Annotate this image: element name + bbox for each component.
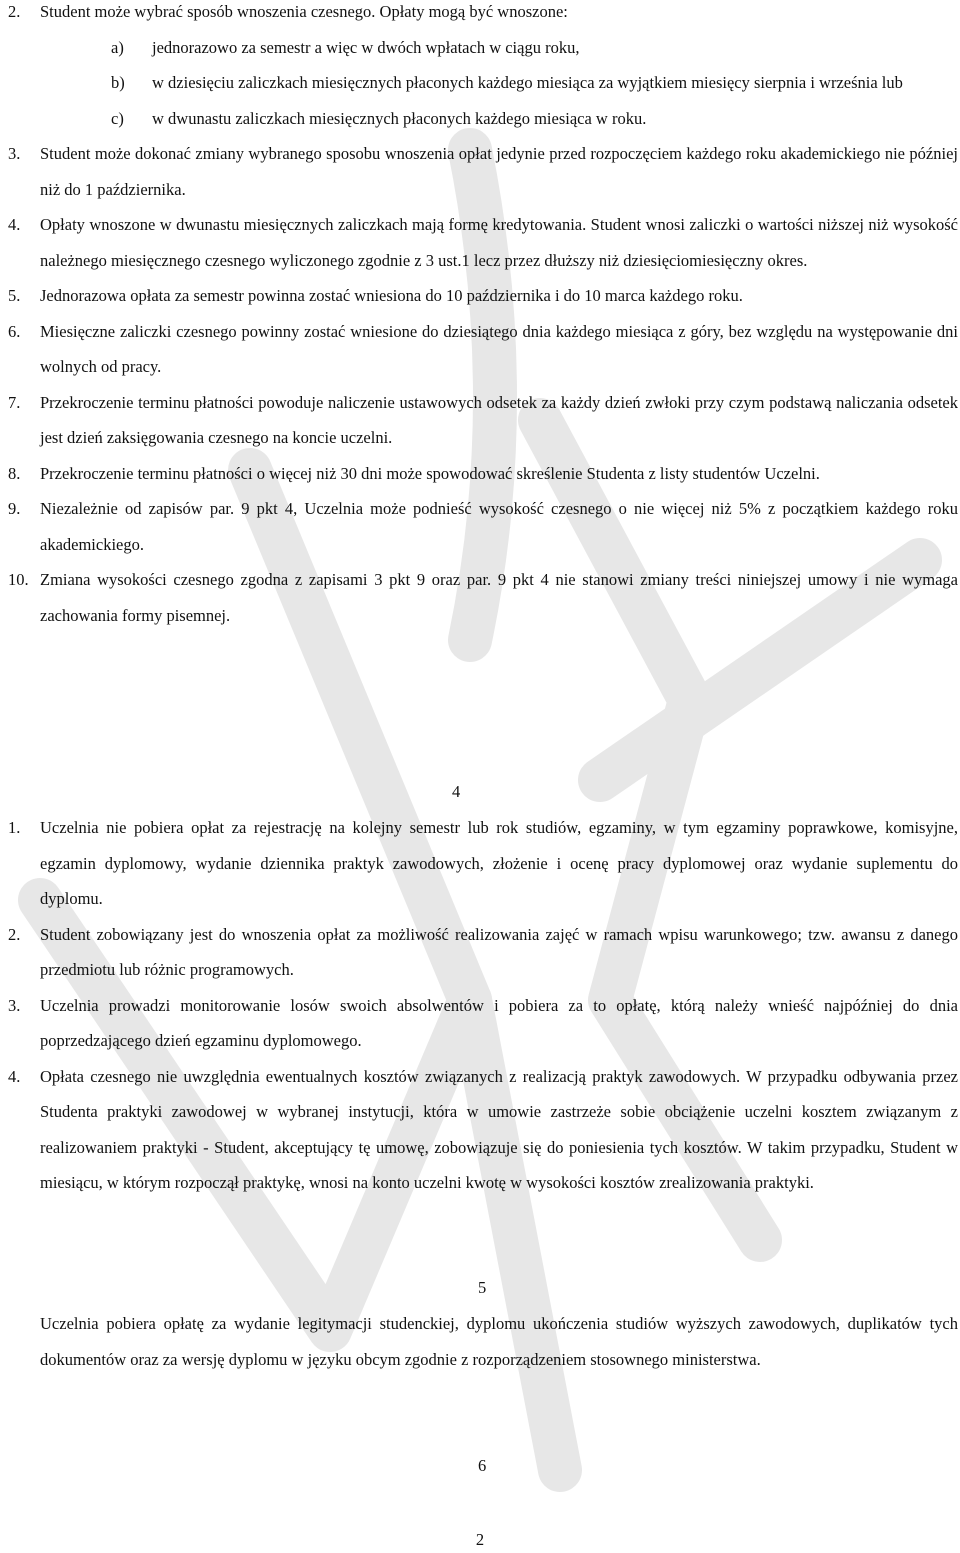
list-item: 1. Uczelnia nie pobiera opłat za rejestrację na kolejny semestr lub rok studiów, egzaminy, w tym egzaminy poprawkowe, komisyjne, egzamin dyplomowy, wydanie dziennika praktyk zawodowych, złożenie i ocenę pracy dyplomowej oraz wydanie suplementu do dyplomu. [8,818,958,908]
list-item: 5. Jednorazowa opłata za semestr powinna zostać wniesiona do 10 października i do 10 marca każdego roku. [8,286,743,305]
section-heading-6: 6 [478,1456,487,1475]
list-item: 9. Niezależnie od zapisów par. 9 pkt 4, Uczelnia może podnieść wysokość czesnego o nie więcej niż 5% z początkiem każdego roku akademickiego. [8,499,958,554]
section-heading-4: 4 [452,782,461,801]
list-item: 2. Student może wybrać sposób wnoszenia czesnego. Opłaty mogą być wnoszone: [8,2,568,21]
list-item: 10. Zmiana wysokości czesnego zgodna z zapisami 3 pkt 9 oraz par. 9 pkt 4 nie stanowi zmiany treści niniejszej umowy i nie wymaga zachowania formy pisemnej. [8,570,958,625]
list-item: 3. Student może dokonać zmiany wybranego sposobu wnoszenia opłat jedynie przed rozpoczęciem każdego roku akademickiego nie później niż do 1 października. [8,144,958,199]
list-part1 [8,0,958,633]
sub-item-c: c) w dwunastu zaliczkach miesięcznych płaconych każdego miesiąca w roku. [111,108,647,128]
page-number: 2 [475,1530,485,1549]
section-heading-5: 5 [478,1278,487,1297]
list-item: 7. Przekroczenie terminu płatności powoduje naliczenie ustawowych odsetek za każdy dzień zwłoki przy czym podstawą naliczania odsetek jest dzień zaksięgowania czesnego na koncie uczelni. [8,392,958,447]
sub-item-a: a) jednorazowo za semestr a więc w dwóch wpłatach w ciągu roku, [111,37,580,57]
list-item: 8. Przekroczenie terminu płatności o więcej niż 30 dni może spowodować skreślenie Studenta z listy studentów Uczelni. [8,463,820,483]
section-5-paragraph: Uczelnia pobiera opłatę za wydanie legitymacji studenckiej, dyplomu ukończenia studiów wyższych zawodowych, duplikatów tych dokumentów oraz za wersję dyplomu w języku obcym zgodnie z rozporządzeniem stosownego ministerstwa. [40,1314,958,1369]
list-part2 [8,810,958,1201]
list-item: 4. Opłata czesnego nie uwzględnia ewentualnych kosztów związanych z realizacją praktyk zawodowych. W przypadku odbywania przez Studenta praktyki zawodowej w wybranej instytucji, która w umowie zastrzeże sobie obciążenie uczelni kosztem związanym z realizowaniem praktyki - Student, akceptujący tę umowę, zobowiązuje się do poniesienia tych kosztów. W takim przypadku, Student w miesiącu, w którym rozpoczął praktykę, wnosi na konto uczelni kwotę w wysokości kosztów zrealizowania praktyki. [8,1066,958,1192]
list-item: 3. Uczelnia prowadzi monitorowanie losów swoich absolwentów i pobiera za to opłatę, którą należy wnieść najpóźniej do dnia poprzedzającego dzień egzaminu dyplomowego. [8,995,958,1050]
list-item: 6. Miesięczne zaliczki czesnego powinny zostać wniesione do dziesiątego dnia każdego miesiąca z góry, bez względu na występowanie dni wolnych od pracy. [8,321,958,376]
list-item: 2. Student zobowiązany jest do wnoszenia opłat za możliwość realizowania zajęć w ramach wpisu warunkowego; tzw. awansu z danego przedmiotu lub różnic programowych. [8,924,958,979]
list-item: 4. Opłaty wnoszone w dwunastu miesięcznych zaliczkach mają formę kredytowania. Student wnosi zaliczki o wartości niższej niż wysokość należnego miesięcznego czesnego wyliczonego zgodnie z 3 ust.1 lecz przez dłuższy niż dziesięciomiesięczny okres. [8,215,958,270]
sub-item-b: b) w dziesięciu zaliczkach miesięcznych płaconych każdego miesiąca za wyjątkiem miesięcy sierpnia i września lub [111,73,903,92]
